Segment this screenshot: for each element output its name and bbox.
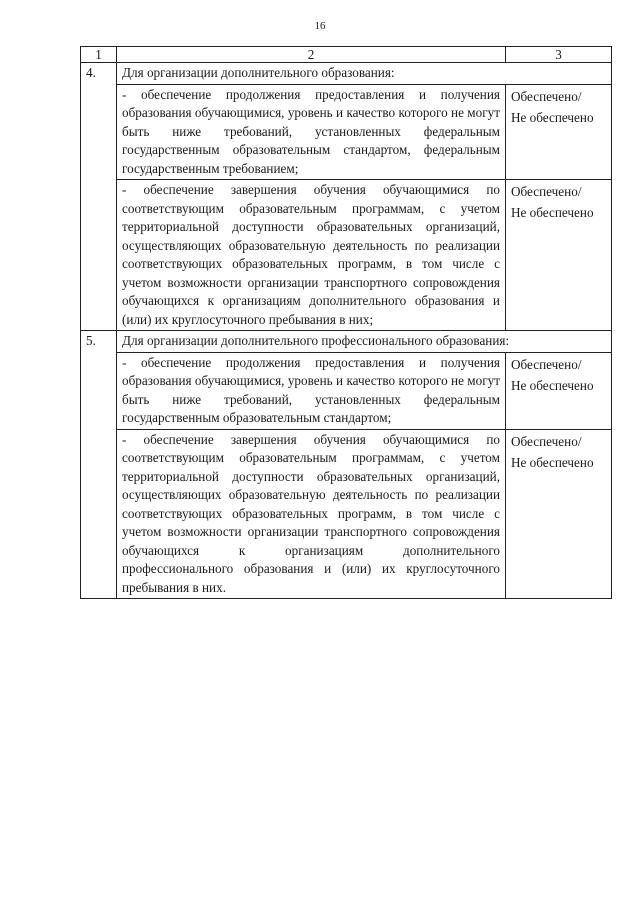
table-header-row: [81, 47, 612, 63]
requirement-text: - обеспечение завершения обучения обучающимися по соответствующим образовательным программам, с учетом территориальной доступности образовательных организаций, осуществляющих образовательную деятельность по реализации соответствующих образовательных программ, в том числе с учетом возможности организации транспортного сопровождения обучающихся к организациям дополнительного образования и (или) их круглосуточного пребывания в них;: [117, 180, 506, 331]
status-option-provided: Обеспечено/: [511, 433, 582, 449]
page-number: 16: [314, 20, 326, 32]
status-option-provided: Обеспечено/: [511, 356, 582, 372]
table-row: [81, 429, 612, 599]
table-row: [81, 352, 612, 429]
status-option-not-provided: Не обеспечено: [511, 454, 594, 470]
section-number: 5.: [81, 331, 117, 599]
column-header-1: 1: [81, 47, 117, 63]
status-cell: [506, 180, 612, 331]
section-row: [81, 331, 612, 353]
column-header-2: 2: [117, 47, 506, 63]
status-option-not-provided: Не обеспечено: [511, 205, 594, 220]
section-number: 4.: [81, 63, 117, 331]
column-header-3: 3: [506, 47, 612, 63]
table-row: [81, 84, 612, 180]
requirement-text: - обеспечение продолжения предоставления и получения образования обучающимися, уровень и качество которого не могут быть ниже требований, установленных федеральным государственным образовательным стандартом;: [117, 352, 506, 429]
table-row: [81, 180, 612, 331]
requirements-table: [80, 46, 612, 599]
section-row: [81, 63, 612, 85]
section-title: Для организации дополнительного образования:: [117, 63, 612, 85]
status-cell: [506, 84, 612, 180]
status-option-not-provided: Не обеспечено: [511, 377, 594, 393]
status-option-provided: Обеспечено/: [511, 88, 582, 104]
requirement-text: - обеспечение завершения обучения обучающимися по соответствующим образовательным программам, с учетом территориальной доступности образовательных организаций, осуществляющих образовательную деятельность по реализации соответствующих образовательных программ, в том числе с учетом возможности организации транспортного сопровождения обучающихся к организациям дополнительного профессионального образования и (или) их круглосуточного пребывания в них.: [117, 429, 506, 599]
section-title: Для организации дополнительного профессионального образования:: [117, 331, 612, 353]
requirement-text: - обеспечение продолжения предоставления и получения образования обучающимися, уровень и качество которого не могут быть ниже требований, установленных федеральным государственным образовательным стандартом, федеральным государственным требованием;: [117, 84, 506, 180]
status-cell: [506, 352, 612, 429]
status-cell: [506, 429, 612, 599]
status-option-not-provided: Не обеспечено: [511, 109, 594, 125]
status-option-provided: Обеспечено/: [511, 184, 582, 199]
